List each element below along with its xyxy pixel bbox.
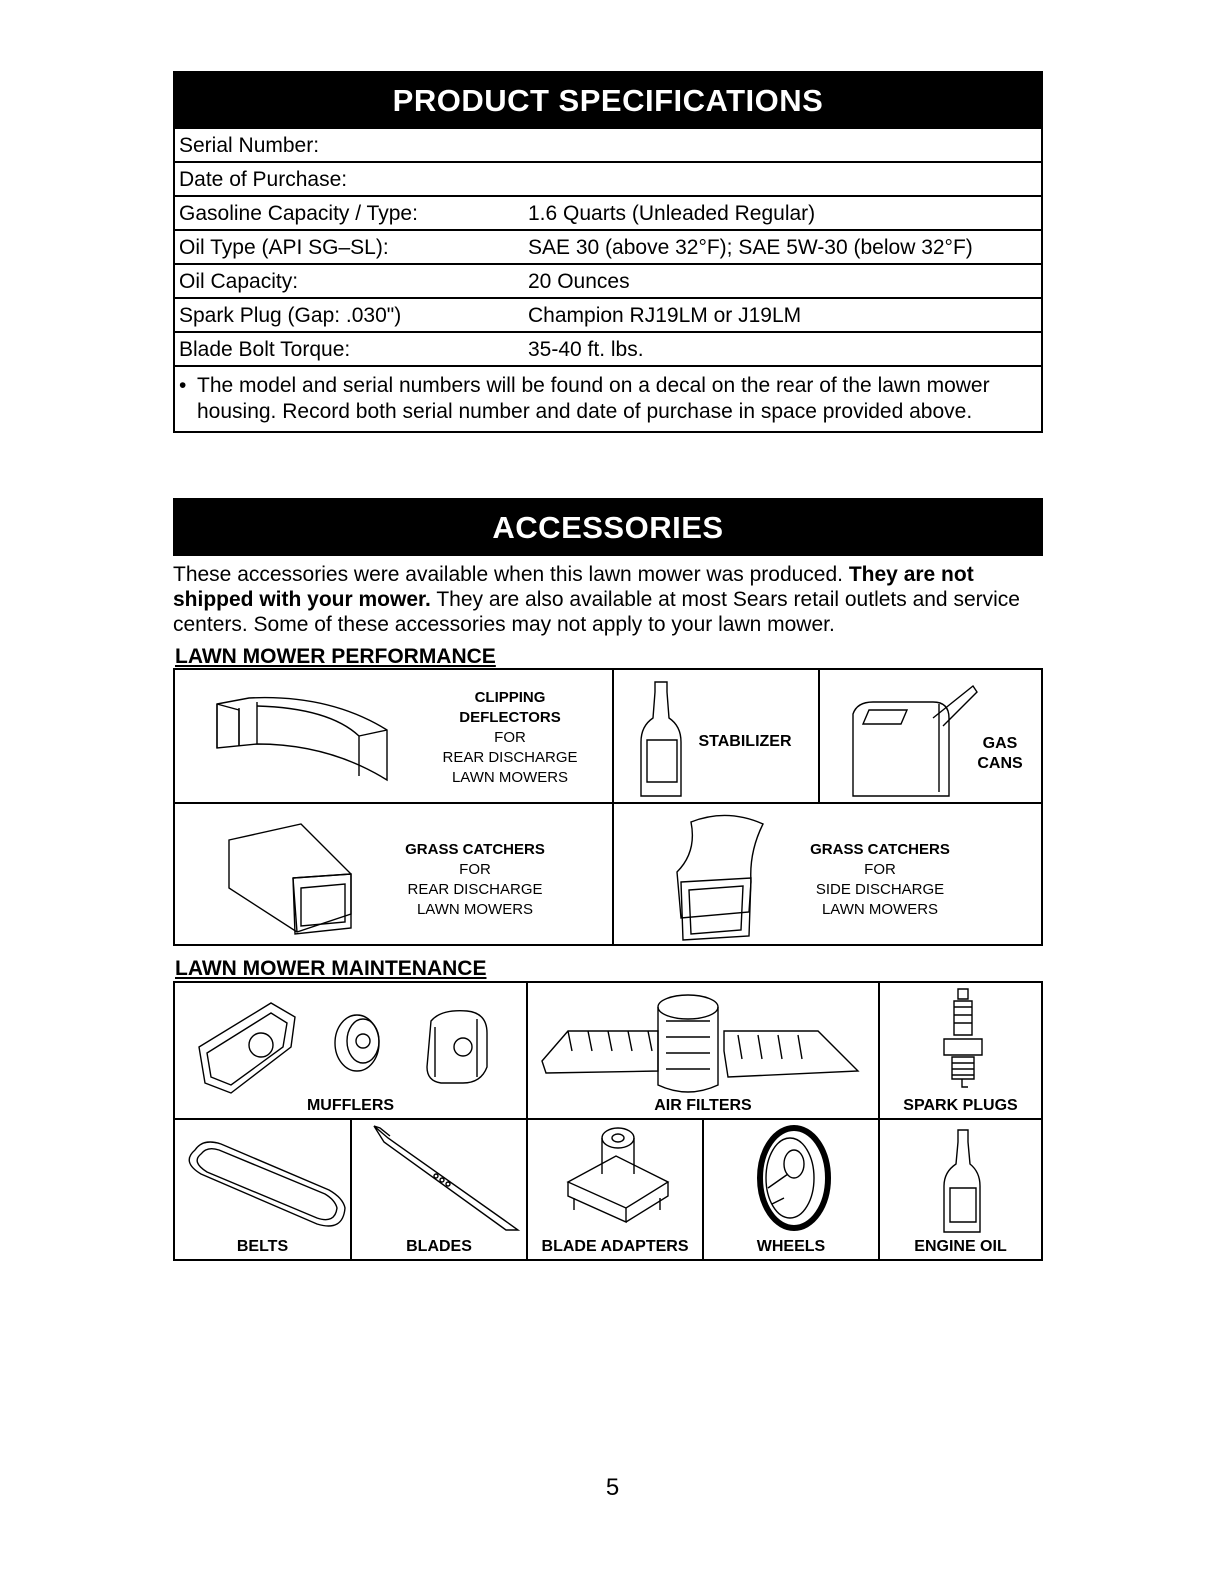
wheel-icon — [754, 1124, 834, 1234]
spec-note-text: The model and serial numbers will be found on a decal on the rear of the lawn mower housing. Record both serial number and date of purchase in space provided above. — [197, 374, 990, 423]
mufflers-label: MUFFLERS — [306, 1097, 395, 1114]
maintenance-heading: LAWN MOWER MAINTENANCE — [175, 957, 487, 980]
spec-row — [175, 299, 1041, 333]
label-line: LAWN MOWERS — [451, 769, 569, 786]
stabilizer-label — [690, 732, 800, 752]
side-grass-catcher-icon — [667, 812, 777, 942]
accessories-title: ACCESSORIES — [173, 498, 1043, 556]
air-filters-cell — [528, 983, 878, 1118]
maintenance-grid — [173, 981, 1043, 1261]
label-line: CANS — [977, 755, 1023, 772]
wheels-cell — [704, 1120, 878, 1259]
mufflers-icon — [191, 997, 511, 1097]
air-filters-icon — [538, 991, 868, 1095]
blade-adapters-cell — [528, 1120, 702, 1259]
clipping-deflectors-label — [425, 688, 595, 788]
blade-icon — [370, 1124, 520, 1234]
intro-text: They are also available at most Sears retail outlets and service centers. Some of these accessories may not apply to your lawn mower. — [173, 588, 1020, 636]
spec-value: 1.6 Quarts (Unleaded Regular) — [528, 202, 816, 225]
blades-cell — [352, 1120, 526, 1259]
spec-label: Oil Capacity: — [179, 270, 299, 293]
accessories-intro — [173, 562, 1043, 637]
label-line: FOR — [864, 861, 896, 878]
blade-adapter-icon — [564, 1126, 674, 1230]
spec-value: SAE 30 (above 32°F); SAE 5W-30 (below 32°F) — [528, 236, 973, 259]
performance-heading: LAWN MOWER PERFORMANCE — [175, 645, 496, 668]
rear-grass-catchers-label — [385, 840, 565, 920]
spec-row — [175, 129, 1041, 163]
belts-cell — [175, 1120, 350, 1259]
mufflers-cell — [175, 983, 526, 1118]
spec-row — [175, 163, 1041, 197]
belts-label: BELTS — [236, 1238, 289, 1255]
engine-oil-bottle-icon — [938, 1128, 988, 1234]
spec-row — [175, 231, 1041, 265]
spark-plugs-label: SPARK PLUGS — [903, 1097, 1018, 1114]
label-line: GRASS CATCHERS — [810, 841, 950, 858]
intro-bold: They are not shipped with your mower. — [173, 563, 974, 611]
spec-table — [173, 129, 1043, 433]
label-line: REAR DISCHARGE — [407, 881, 543, 898]
label-line: FOR — [459, 861, 491, 878]
label-line: FOR — [494, 729, 526, 746]
engine-oil-label: ENGINE OIL — [914, 1238, 1007, 1255]
spec-value: 20 Ounces — [528, 270, 630, 293]
label-line: SIDE DISCHARGE — [815, 881, 945, 898]
belt-icon — [179, 1132, 347, 1228]
stabilizer-bottle-icon — [637, 678, 687, 798]
label-line: GAS — [982, 735, 1018, 752]
spec-value: 35-40 ft. lbs. — [528, 338, 644, 361]
spec-note — [175, 367, 1041, 431]
performance-grid — [173, 668, 1043, 946]
label-line: GRASS CATCHERS — [405, 841, 545, 858]
spark-plug-icon — [938, 987, 988, 1093]
spec-value: Champion RJ19LM or J19LM — [528, 304, 802, 327]
wheels-label: WHEELS — [756, 1238, 826, 1255]
spec-label: Gasoline Capacity / Type: — [179, 202, 418, 225]
label-line: LAWN MOWERS — [821, 901, 939, 918]
spec-label: Oil Type (API SG–SL): — [179, 236, 389, 259]
engine-oil-cell — [880, 1120, 1041, 1259]
label-line: REAR DISCHARGE — [442, 749, 578, 766]
page-number: 5 — [605, 1474, 620, 1501]
spec-label: Blade Bolt Torque: — [179, 338, 351, 361]
side-grass-catchers-label — [790, 840, 970, 920]
blades-label: BLADES — [406, 1238, 472, 1255]
rear-grass-catcher-icon — [225, 818, 385, 944]
clipping-deflector-icon — [209, 688, 389, 778]
spec-row — [175, 265, 1041, 299]
air-filters-label: AIR FILTERS — [654, 1097, 752, 1114]
divider — [612, 670, 614, 944]
label-line: LAWN MOWERS — [416, 901, 534, 918]
divider — [818, 670, 820, 804]
spark-plugs-cell — [880, 983, 1041, 1118]
spec-row — [175, 333, 1041, 367]
spec-label: Date of Purchase: — [179, 168, 348, 191]
divider — [175, 802, 1041, 804]
blade-adapters-label: BLADE ADAPTERS — [541, 1238, 689, 1255]
spec-label: Spark Plug (Gap: .030") — [179, 304, 402, 327]
spec-label: Serial Number: — [179, 134, 320, 157]
bullet: • — [179, 374, 187, 397]
label-line: DEFLECTORS — [459, 709, 561, 726]
gas-can-icon — [843, 680, 983, 798]
label-line: CLIPPING — [474, 689, 546, 706]
specs-title: PRODUCT SPECIFICATIONS — [173, 71, 1043, 129]
intro-text: These accessories were available when this lawn mower was produced. — [173, 563, 843, 586]
gas-cans-label — [970, 734, 1030, 774]
spec-row — [175, 197, 1041, 231]
stabilizer-text: STABILIZER — [698, 733, 792, 750]
